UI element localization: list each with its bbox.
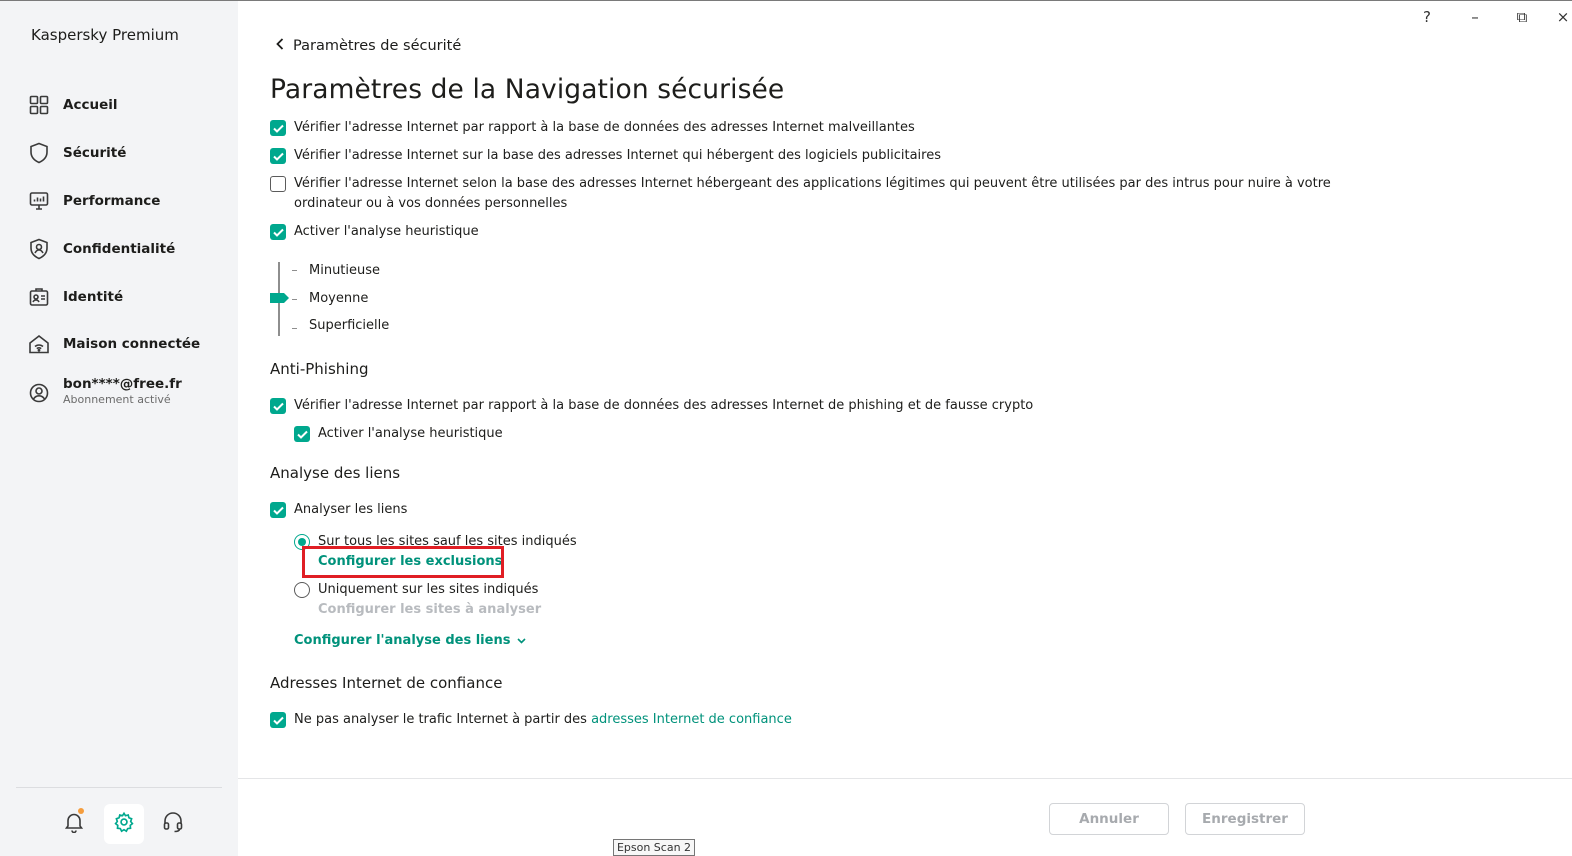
sidebar-item-confidentialite[interactable] xyxy=(0,229,238,269)
sidebar-item-label: Performance xyxy=(63,193,161,209)
trusted-text xyxy=(294,710,792,730)
check-phishing-urls[interactable] xyxy=(270,398,286,414)
checkmark-icon xyxy=(273,124,284,133)
restore-button[interactable] xyxy=(1511,6,1533,28)
sidebar-item-securite[interactable] xyxy=(0,133,238,173)
configure-sites-link: Configurer les sites à analyser xyxy=(318,602,542,617)
account-status: Abonnement activé xyxy=(63,393,171,406)
home-grid-icon xyxy=(28,94,50,116)
settings-button[interactable] xyxy=(104,804,144,844)
slider-tick xyxy=(292,299,297,300)
radio-only-sites[interactable] xyxy=(294,582,310,598)
monitor-icon xyxy=(28,190,50,212)
sidebar-item-label: Sécurité xyxy=(63,145,127,161)
radio-dot xyxy=(298,538,306,546)
check-malicious-urls[interactable] xyxy=(270,120,286,136)
sidebar-item-label: Confidentialité xyxy=(63,241,176,257)
back-button[interactable] xyxy=(276,38,461,54)
trusted-urls-link[interactable]: adresses Internet de confiance xyxy=(591,712,792,727)
support-button[interactable] xyxy=(153,804,193,844)
radio-all-sites[interactable] xyxy=(294,534,310,550)
close-icon: × xyxy=(1556,8,1570,26)
sidebar-item-identite[interactable] xyxy=(0,277,238,317)
taskbar-tooltip: Epson Scan 2 xyxy=(613,839,695,856)
check-label: Activer l'analyse heuristique xyxy=(294,224,479,239)
cancel-button[interactable]: Annuler xyxy=(1049,803,1169,835)
check-label: Vérifier l'adresse Internet par rapport à la base de données des adresses Internet de phishing et de fausse crypto xyxy=(294,398,1034,413)
help-icon: ? xyxy=(1423,8,1431,26)
checkmark-icon xyxy=(273,228,284,237)
checkmark-icon xyxy=(273,716,284,725)
privacy-shield-icon xyxy=(28,238,50,260)
minimize-button[interactable] xyxy=(1464,6,1486,28)
checkmark-icon xyxy=(297,430,308,439)
gear-icon xyxy=(113,811,135,837)
sidebar-item-label: Accueil xyxy=(63,97,118,113)
chevron-down-icon xyxy=(517,638,526,644)
brand-name: Kaspersky Premium xyxy=(31,26,179,44)
close-button[interactable] xyxy=(1554,6,1572,28)
notification-dot xyxy=(78,808,84,814)
section-title-link-analysis: Analyse des liens xyxy=(270,464,401,482)
sidebar xyxy=(0,1,238,856)
notifications-button[interactable] xyxy=(54,804,94,844)
check-phishing-heuristic[interactable] xyxy=(294,426,310,442)
heuristic-level-superficielle[interactable]: Superficielle xyxy=(309,318,390,333)
back-label: Paramètres de sécurité xyxy=(293,38,462,54)
help-button[interactable] xyxy=(1416,6,1438,28)
sidebar-divider xyxy=(16,787,222,788)
check-adware-urls[interactable] xyxy=(270,148,286,164)
footer-divider xyxy=(238,778,1572,779)
heuristic-level-minutieuse[interactable]: Minutieuse xyxy=(309,263,381,278)
check-label: Vérifier l'adresse Internet selon la base des adresses Internet hébergeant des applications légitimes qui peuvent être utilisées par des intrus pour nuire à votre xyxy=(294,176,1331,191)
section-title-trusted: Adresses Internet de confiance xyxy=(270,674,503,692)
smart-home-icon xyxy=(28,333,50,355)
slider-thumb[interactable] xyxy=(270,293,289,303)
headset-icon xyxy=(162,811,184,837)
configure-link-analysis-link[interactable] xyxy=(294,633,526,648)
bell-icon xyxy=(64,811,84,837)
checkmark-icon xyxy=(273,402,284,411)
radio-label: Sur tous les sites sauf les sites indiqués xyxy=(318,534,577,549)
restore-icon: ⧉ xyxy=(1516,8,1528,26)
save-button[interactable]: Enregistrer xyxy=(1185,803,1305,835)
shield-icon xyxy=(28,142,50,164)
account-email: bon****@free.fr xyxy=(63,376,182,392)
page-title: Paramètres de la Navigation sécurisée xyxy=(270,74,785,105)
check-label-cont: ordinateur ou à vos données personnelles xyxy=(294,196,568,211)
slider-tick xyxy=(292,270,297,271)
checkmark-icon xyxy=(273,152,284,161)
chevron-left-icon xyxy=(276,38,284,54)
check-heuristic[interactable] xyxy=(270,224,286,240)
radio-label: Uniquement sur les sites indiqués xyxy=(318,582,539,597)
checkmark-icon xyxy=(273,506,284,515)
section-title-anti-phishing: Anti-Phishing xyxy=(270,360,369,378)
sidebar-item-maison-connectee[interactable] xyxy=(0,324,238,364)
check-label: Analyser les liens xyxy=(294,502,408,517)
check-label: Vérifier l'adresse Internet sur la base des adresses Internet qui hébergent des logiciels publicitaires xyxy=(294,148,941,163)
configure-exclusions-link[interactable]: Configurer les exclusions xyxy=(318,554,503,569)
check-trusted-urls[interactable] xyxy=(270,712,286,728)
trusted-text-prefix: Ne pas analyser le trafic Internet à partir des xyxy=(294,712,592,727)
sidebar-item-label: Maison connectée xyxy=(63,336,201,352)
slider-tick xyxy=(292,328,297,329)
sidebar-item-label: Identité xyxy=(63,289,124,305)
id-card-icon xyxy=(28,286,50,308)
sidebar-item-performance[interactable] xyxy=(0,181,238,221)
minimize-icon: – xyxy=(1471,8,1479,26)
check-label: Activer l'analyse heuristique xyxy=(318,426,503,441)
check-legit-apps-urls[interactable] xyxy=(270,176,286,192)
sidebar-item-account[interactable] xyxy=(0,371,238,417)
check-label: Vérifier l'adresse Internet par rapport à la base de données des adresses Internet malveillantes xyxy=(294,120,915,135)
sidebar-item-accueil[interactable] xyxy=(0,85,238,125)
configure-link-analysis-label: Configurer l'analyse des liens xyxy=(294,633,511,648)
user-circle-icon xyxy=(28,382,50,404)
heuristic-level-moyenne[interactable]: Moyenne xyxy=(309,291,369,306)
check-analyze-links[interactable] xyxy=(270,502,286,518)
